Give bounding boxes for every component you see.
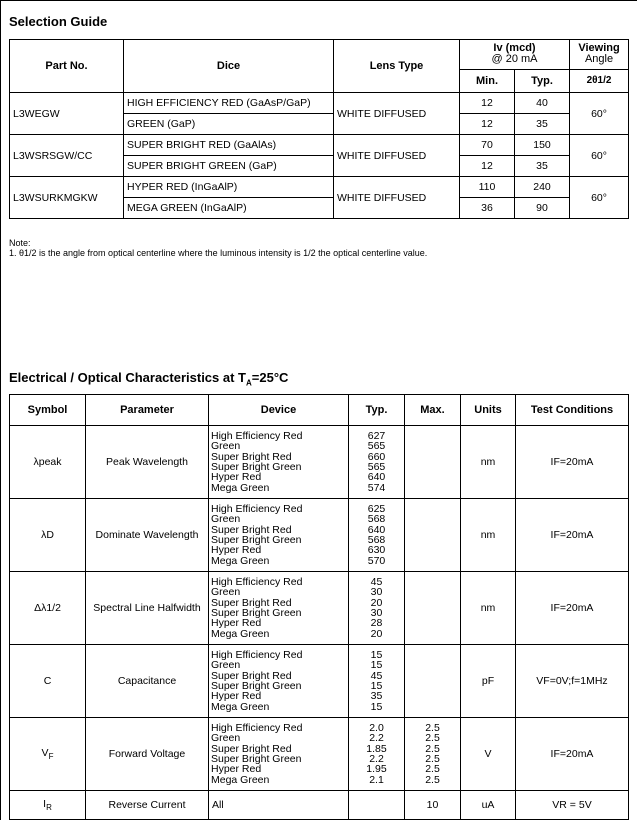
parameter-cell: Reverse Current	[86, 791, 209, 820]
typ-value: 45	[370, 575, 383, 588]
part-no-cell: L3WSURKMGKW	[10, 177, 124, 219]
min-cell: 12	[460, 156, 515, 177]
col-test-conditions: Test Conditions	[516, 395, 629, 426]
device-name: Super Bright Green	[211, 534, 302, 546]
col-symbol: Symbol	[10, 395, 86, 426]
typ-value: 630	[367, 544, 386, 557]
col-dice: Dice	[124, 40, 334, 93]
typ-value: 2.2	[369, 753, 384, 765]
device-name: Super Bright Red	[211, 596, 292, 609]
conditions-cell: IF=20mA	[516, 718, 629, 791]
min-cell: 12	[460, 114, 515, 135]
symbol-sub: R	[46, 803, 52, 813]
conditions-cell: VR = 5V	[516, 791, 629, 820]
lens-cell: WHITE DIFFUSED	[334, 177, 460, 219]
typ-value: 565	[367, 461, 386, 473]
device-name: Super Bright Green	[211, 753, 302, 765]
typ-value: 15	[370, 680, 383, 692]
min-cell: 110	[460, 177, 515, 198]
device-name: Mega Green	[211, 700, 270, 713]
max-value: 2.5	[425, 742, 440, 755]
typ-value: 2.1	[369, 773, 384, 786]
lens-cell: WHITE DIFFUSED	[334, 135, 460, 177]
units-cell: nm	[461, 572, 516, 645]
device-list	[209, 426, 349, 499]
typ-values	[349, 499, 405, 572]
max-value: 2.5	[425, 763, 440, 776]
conditions-cell: IF=20mA	[516, 572, 629, 645]
table-row	[10, 135, 629, 156]
table-row	[10, 791, 629, 820]
dice-cell: MEGA GREEN (InGaAlP)	[124, 198, 334, 219]
symbol-cell	[10, 718, 86, 791]
selection-guide-title: Selection Guide	[9, 14, 108, 29]
symbol-cell: Δλ1/2	[10, 572, 86, 645]
typ-values	[349, 718, 405, 791]
typ-value: 625	[367, 502, 386, 515]
electrical-title-sub: A	[246, 378, 252, 388]
units-cell: V	[461, 718, 516, 791]
typ-cell: 90	[515, 198, 570, 219]
viewing-header-line2: Angle	[584, 53, 614, 66]
angle-cell: 60°	[570, 93, 629, 135]
col-viewing-angle	[570, 40, 629, 70]
col-parameter: Parameter	[86, 395, 209, 426]
typ-value: 570	[367, 554, 386, 567]
electrical-table	[9, 394, 629, 820]
parameter-cell: Dominate Wavelength	[86, 499, 209, 572]
device-name: Super Bright Red	[211, 450, 292, 463]
electrical-title-suffix: =25°C	[251, 370, 289, 385]
min-cell: 12	[460, 93, 515, 114]
parameter-cell: Spectral Line Halfwidth	[86, 572, 209, 645]
device-list	[209, 718, 349, 791]
electrical-title-prefix: Electrical / Optical Characteristics at T	[9, 370, 246, 385]
device-name: Super Bright Green	[211, 461, 302, 473]
max-value: 2.5	[425, 721, 440, 734]
device-name: High Efficiency Red	[211, 429, 303, 442]
symbol-cell: λpeak	[10, 426, 86, 499]
typ-values	[349, 645, 405, 718]
table-row	[10, 718, 629, 791]
symbol-main: I	[43, 797, 47, 810]
device-name: Super Bright Green	[211, 680, 302, 692]
device-name: Hyper Red	[211, 544, 262, 557]
page-frame-top	[0, 0, 637, 1]
selection-guide-table	[9, 39, 629, 219]
angle-cell: 60°	[570, 177, 629, 219]
device-name: Green	[211, 659, 241, 672]
typ-value: 640	[367, 523, 386, 536]
typ-cell	[349, 791, 405, 820]
col-typ: Typ.	[515, 69, 570, 92]
device-name: Mega Green	[211, 773, 270, 786]
max-value: 2.5	[425, 773, 440, 786]
max-values	[405, 718, 461, 791]
col-max: Max.	[405, 395, 461, 426]
min-cell: 36	[460, 198, 515, 219]
typ-value: 45	[370, 669, 383, 682]
viewing-header-line1: Viewing	[578, 42, 620, 55]
typ-value: 627	[367, 429, 386, 442]
typ-cell: 35	[515, 156, 570, 177]
conditions-cell: IF=20mA	[516, 499, 629, 572]
typ-value: 640	[367, 471, 386, 484]
conditions-cell: VF=0V;f=1MHz	[516, 645, 629, 718]
symbol-sub: F	[48, 752, 54, 762]
iv-header-line2: @ 20 mA	[491, 53, 538, 66]
conditions-cell: IF=20mA	[516, 426, 629, 499]
part-no-cell: L3WSRSGW/CC	[10, 135, 124, 177]
col-typ: Typ.	[349, 395, 405, 426]
device-name: High Efficiency Red	[211, 575, 303, 588]
max-values	[405, 499, 461, 572]
typ-value: 2.2	[369, 732, 384, 745]
table-row	[10, 177, 629, 198]
typ-cell: 40	[515, 93, 570, 114]
device-name: Mega Green	[211, 481, 270, 494]
page-frame-left	[0, 0, 1, 820]
typ-values	[349, 426, 405, 499]
typ-value: 568	[367, 534, 386, 546]
typ-value: 568	[367, 513, 386, 526]
col-angle-symbol: 2θ1/2	[570, 69, 629, 92]
table-row	[10, 93, 629, 114]
col-min: Min.	[460, 69, 515, 92]
device-name: Super Bright Red	[211, 523, 292, 536]
typ-values	[349, 572, 405, 645]
dice-cell: GREEN (GaP)	[124, 114, 334, 135]
typ-value: 30	[370, 586, 383, 599]
typ-value: 35	[370, 690, 383, 703]
note-text: 1. θ1/2 is the angle from optical centerline where the luminous intensity is 1/2 the optical centerline value.	[9, 248, 428, 258]
device-name: Super Bright Red	[211, 742, 292, 755]
symbol-main: V	[41, 746, 49, 759]
typ-value: 30	[370, 607, 383, 619]
angle-cell: 60°	[570, 135, 629, 177]
parameter-cell: Forward Voltage	[86, 718, 209, 791]
device-name: Green	[211, 440, 241, 453]
lens-cell: WHITE DIFFUSED	[334, 93, 460, 135]
device-name: Green	[211, 586, 241, 599]
typ-value: 20	[370, 596, 383, 609]
device-name: Green	[211, 732, 241, 745]
dice-cell: HYPER RED (InGaAlP)	[124, 177, 334, 198]
device-name: Super Bright Red	[211, 669, 292, 682]
table-row	[10, 572, 629, 645]
typ-value: 15	[370, 659, 383, 672]
typ-value: 15	[370, 648, 383, 661]
table-row	[10, 645, 629, 718]
device-name: Green	[211, 513, 241, 526]
symbol-cell	[10, 791, 86, 820]
symbol-cell: C	[10, 645, 86, 718]
typ-value: 660	[367, 450, 386, 463]
units-cell: uA	[461, 791, 516, 820]
units-cell: nm	[461, 426, 516, 499]
typ-cell: 150	[515, 135, 570, 156]
device-list	[209, 645, 349, 718]
typ-value: 1.85	[366, 742, 387, 755]
max-values	[405, 645, 461, 718]
col-lens-type: Lens Type	[334, 40, 460, 93]
device-cell: All	[209, 791, 349, 820]
max-values	[405, 426, 461, 499]
max-cell: 10	[405, 791, 461, 820]
col-iv	[460, 40, 570, 70]
typ-value: 2.0	[369, 721, 384, 734]
device-list	[209, 499, 349, 572]
max-values	[405, 572, 461, 645]
device-name: Hyper Red	[211, 471, 262, 484]
device-name: Hyper Red	[211, 690, 262, 703]
device-name: Hyper Red	[211, 763, 262, 776]
typ-cell: 240	[515, 177, 570, 198]
parameter-cell: Peak Wavelength	[86, 426, 209, 499]
typ-value: 565	[367, 440, 386, 453]
dice-cell: SUPER BRIGHT RED (GaAlAs)	[124, 135, 334, 156]
units-cell: nm	[461, 499, 516, 572]
typ-value: 28	[370, 617, 383, 630]
device-name: High Efficiency Red	[211, 502, 303, 515]
typ-value: 15	[370, 700, 383, 713]
units-cell: pF	[461, 645, 516, 718]
max-value: 2.5	[425, 753, 440, 765]
typ-value: 20	[370, 627, 383, 640]
device-name: Hyper Red	[211, 617, 262, 630]
device-name: Super Bright Green	[211, 607, 302, 619]
table-row	[10, 499, 629, 572]
device-name: Mega Green	[211, 554, 270, 567]
typ-value: 1.95	[366, 763, 387, 776]
parameter-cell: Capacitance	[86, 645, 209, 718]
dice-cell: HIGH EFFICIENCY RED (GaAsP/GaP)	[124, 93, 334, 114]
min-cell: 70	[460, 135, 515, 156]
device-name: High Efficiency Red	[211, 648, 303, 661]
electrical-title	[9, 370, 288, 388]
symbol-cell: λD	[10, 499, 86, 572]
note-label: Note:	[9, 238, 31, 248]
col-device: Device	[209, 395, 349, 426]
part-no-cell: L3WEGW	[10, 93, 124, 135]
table-row	[10, 426, 629, 499]
iv-header-line1: Iv (mcd)	[493, 42, 536, 55]
col-units: Units	[461, 395, 516, 426]
typ-value: 574	[367, 481, 386, 494]
device-name: High Efficiency Red	[211, 721, 303, 734]
dice-cell: SUPER BRIGHT GREEN (GaP)	[124, 156, 334, 177]
col-part-no: Part No.	[10, 40, 124, 93]
device-list	[209, 572, 349, 645]
device-name: Mega Green	[211, 627, 270, 640]
max-value: 2.5	[425, 732, 440, 745]
typ-cell: 35	[515, 114, 570, 135]
